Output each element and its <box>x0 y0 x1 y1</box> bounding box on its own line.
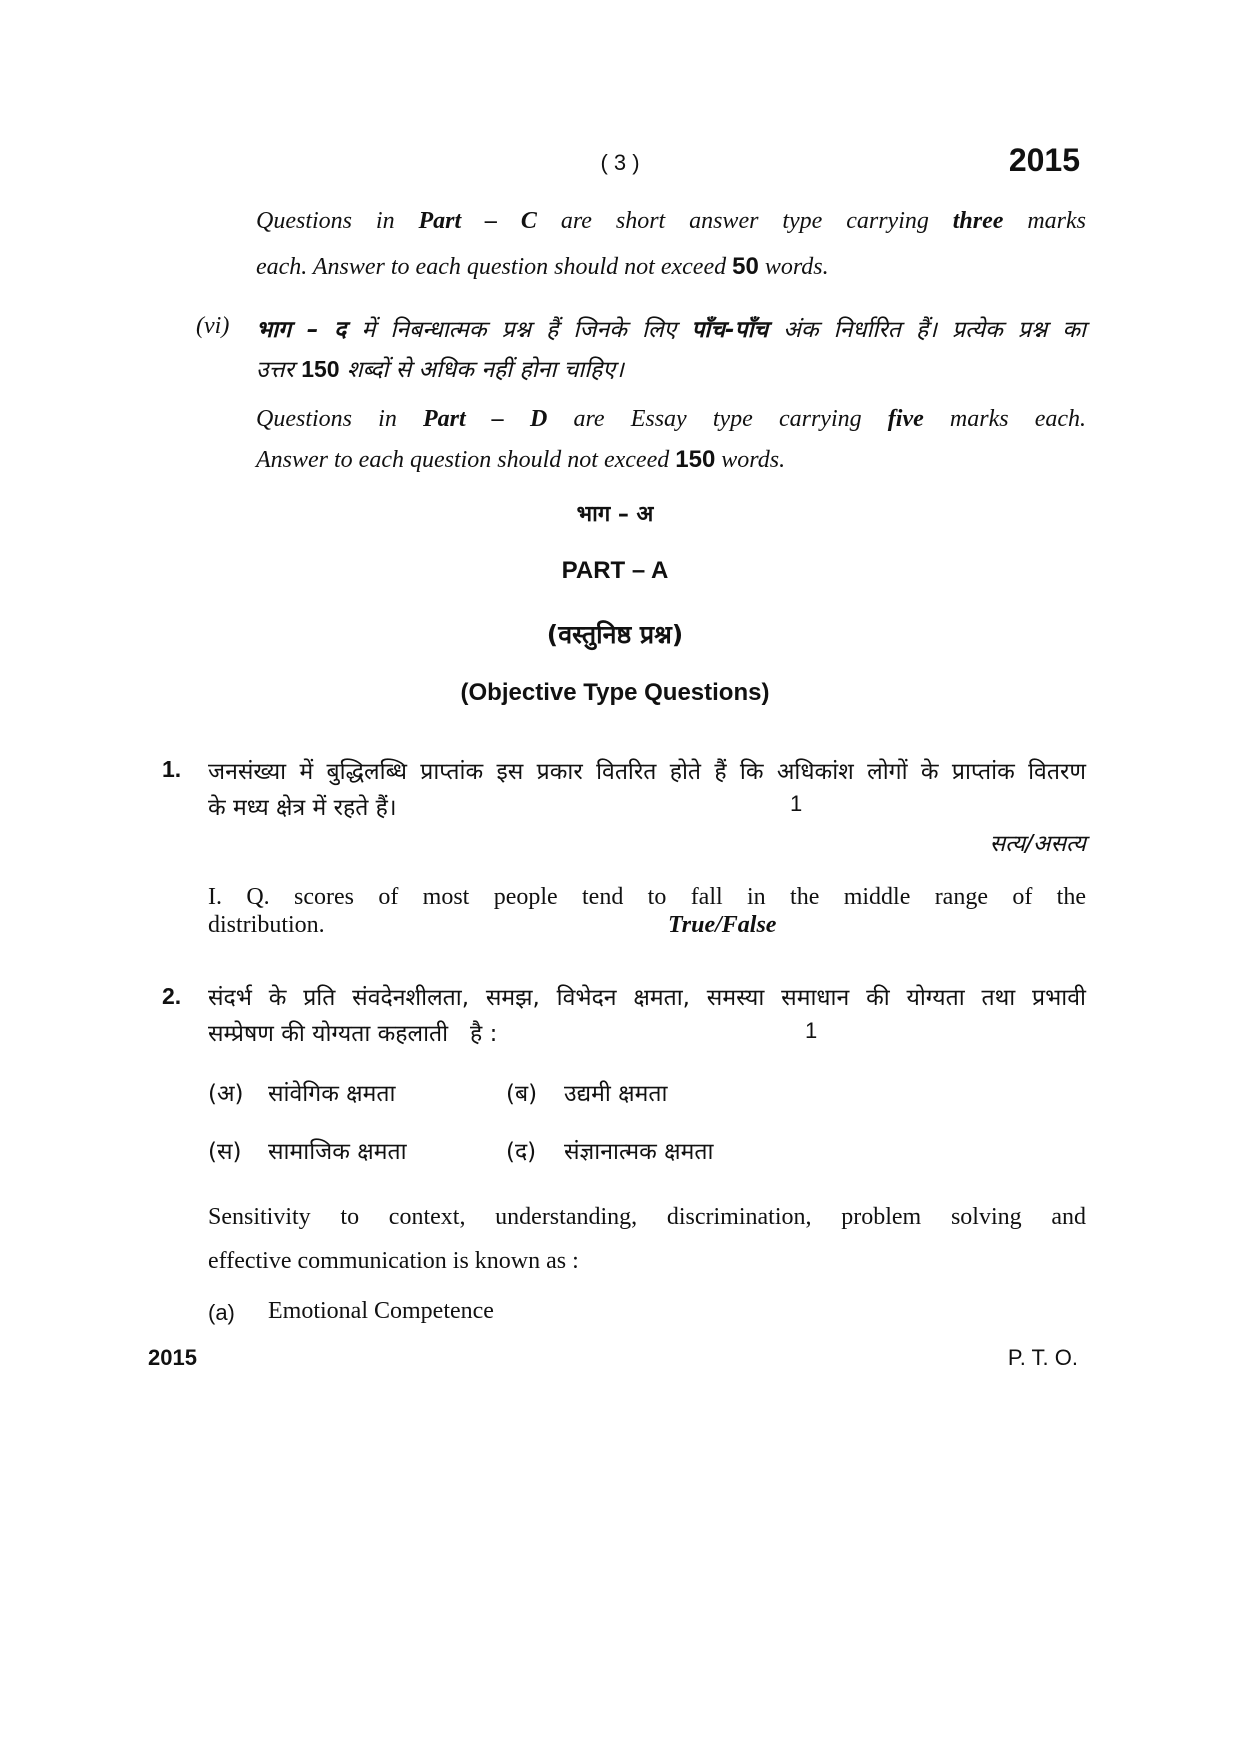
section-english-title: PART – A <box>561 557 669 584</box>
option-label: (a) <box>208 1300 235 1325</box>
option-text: Emotional Competence <box>268 1298 494 1324</box>
option-text: उद्यमी क्षमता <box>564 1081 668 1107</box>
question-1-english-line1: I. Q. scores of most people tend to fall in the middle range of the <box>208 884 1086 910</box>
page-number: ( 3 ) <box>600 150 640 175</box>
option-text: सामाजिक क्षमता <box>268 1139 407 1165</box>
question-number: 1. <box>162 756 182 782</box>
question-1-english-answer-type: True/False <box>668 912 777 938</box>
question-number: 2. <box>162 983 182 1009</box>
question-1-english-line2: distribution. <box>208 912 325 938</box>
footer-pto: P. T. O. <box>1007 1345 1078 1370</box>
question-1-hindi-answer-type: सत्य/असत्य <box>989 831 1086 857</box>
header-year: 2015 <box>1008 142 1080 178</box>
question-2-hindi-line2: सम्प्रेषण की योग्यता कहलाती है : <box>208 1021 498 1047</box>
option-label: (स) <box>208 1139 242 1165</box>
part-c-instruction-line1: Questions in Part – C are short answer type carrying three marks <box>256 208 1086 234</box>
instruction-vi-hindi-line2: उत्तर 150 शब्दों से अधिक नहीं होना चाहिए। <box>256 356 624 383</box>
footer-year: 2015 <box>148 1345 197 1370</box>
part-d-instruction-line1: Questions in Part – D are Essay type carrying five marks each. <box>256 406 1087 432</box>
option-text: सांवेगिक क्षमता <box>268 1081 396 1107</box>
question-2-marks: 1 <box>805 1018 818 1043</box>
section-english-subtitle: (Objective Type Questions) <box>460 679 770 706</box>
question-1-marks: 1 <box>790 791 803 816</box>
option-text: संज्ञानात्मक क्षमता <box>564 1139 714 1165</box>
question-2-hindi-line1: संदर्भ के प्रति संवदेनशीलता, समझ, विभेदन क्षमता, समस्या समाधान की योग्यता तथा प्रभावी <box>208 985 1086 1011</box>
section-hindi-subtitle: (वस्तुनिष्ठ प्रश्न) <box>546 620 684 649</box>
option-label: (ब) <box>506 1081 538 1107</box>
section-hindi-title: भाग – अ <box>576 502 654 527</box>
question-2-english-line1: Sensitivity to context, understanding, discrimination, problem solving and <box>208 1204 1086 1230</box>
part-d-instruction-line2: Answer to each question should not exceed 150 words. <box>256 446 786 473</box>
part-c-instruction-line2: each. Answer to each question should not exceed 50 words. <box>256 253 829 280</box>
instruction-vi-hindi-line1: भाग – द में निबन्धात्मक प्रश्न हैं जिनके लिए पाँच-पाँच अंक निर्धारित हैं। प्रत्येक प्रश्न का <box>256 317 1086 343</box>
option-label: (अ) <box>208 1081 244 1107</box>
question-1-hindi-line1: जनसंख्या में बुद्धिलब्धि प्राप्तांक इस प्रकार वितरित होते हैं कि अधिकांश लोगों के प्राप्तांक वितरण <box>208 759 1086 785</box>
option-label: (द) <box>506 1139 537 1165</box>
question-1-hindi-line2: के मध्य क्षेत्र में रहते हैं। <box>208 795 397 821</box>
instruction-vi-label: (vi) <box>196 313 230 339</box>
question-2-english-line2: effective communication is known as : <box>208 1248 579 1274</box>
